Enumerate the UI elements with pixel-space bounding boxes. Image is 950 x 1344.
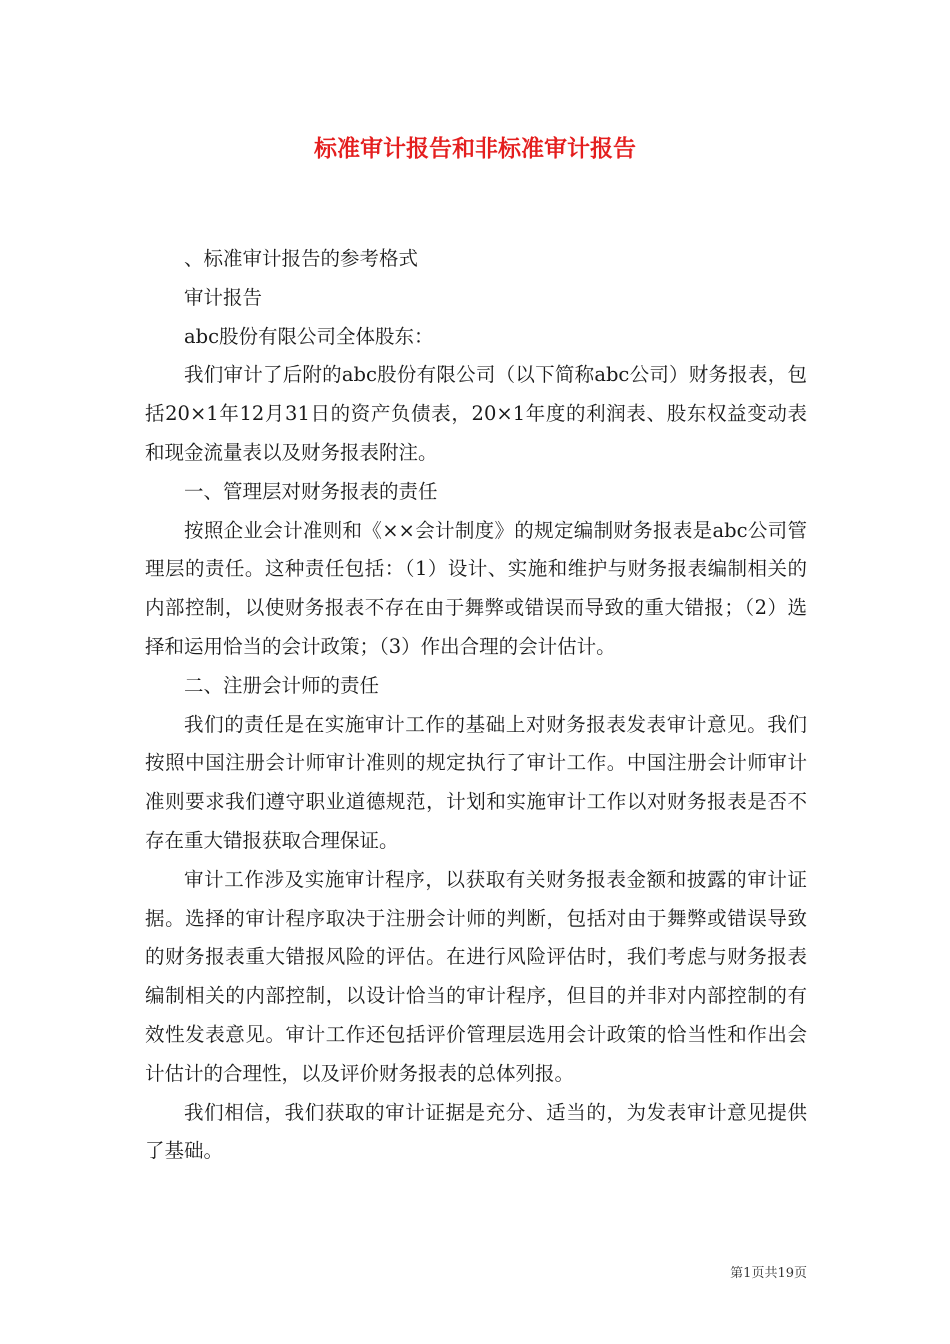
paragraph-management-responsibility: 按照企业会计准则和《××会计制度》的规定编制财务报表是abc公司管理层的责任。这种责任包括：（1）设计、实施和维护与财务报表编制相关的内部控制，以使财务报表不存在由于舞弊或错误而导致的重大错报；（2）选择和运用恰当的会计政策；（3）作出合理的会计估计。 xyxy=(145,518,807,658)
paragraph-auditor-responsibility: 我们的责任是在实施审计工作的基础上对财务报表发表审计意见。我们按照中国注册会计师审计准则的规定执行了审计工作。中国注册会计师审计准则要求我们遵守职业道德规范，计划和实施审计工作以对财务报表是否不存在重大错报获取合理保证。 xyxy=(145,712,807,852)
page-title: 标准审计报告和非标准审计报告 xyxy=(314,135,636,162)
paragraph-intro: 我们审计了后附的abc股份有限公司（以下简称abc公司）财务报表，包括20×1年12月31日的资产负债表，20×1年度的利润表、股东权益变动表和现金流量表以及财务报表附注。 xyxy=(145,363,807,464)
paragraph-addressee: abc股份有限公司全体股东： xyxy=(184,324,434,348)
paragraph-audit-evidence: 我们相信，我们获取的审计证据是充分、适当的，为发表审计意见提供了基础。 xyxy=(145,1100,807,1163)
paragraph-audit-procedures: 审计工作涉及实施审计程序，以获取有关财务报表金额和披露的审计证据。选择的审计程序取决于注册会计师的判断，包括对由于舞弊或错误导致的财务报表重大错报风险的评估。在进行风险评估时，我们考虑与财务报表编制相关的内部控制，以设计恰当的审计程序，但目的并非对内部控制的有效性发表意见。审计工作还包括评价管理层选用会计政策的恰当性和作出会计估计的合理性，以及评价财务报表的总体列报。 xyxy=(145,867,807,1085)
paragraph-heading-auditor: 二、注册会计师的责任 xyxy=(184,673,380,697)
paragraph-heading-management: 一、管理层对财务报表的责任 xyxy=(184,479,438,503)
document-body xyxy=(145,240,807,1171)
page-number-footer: 第1页共19页 xyxy=(730,1266,807,1281)
paragraph-report-label: 审计报告 xyxy=(184,285,263,309)
paragraph-section-heading: 、标准审计报告的参考格式 xyxy=(184,247,419,270)
